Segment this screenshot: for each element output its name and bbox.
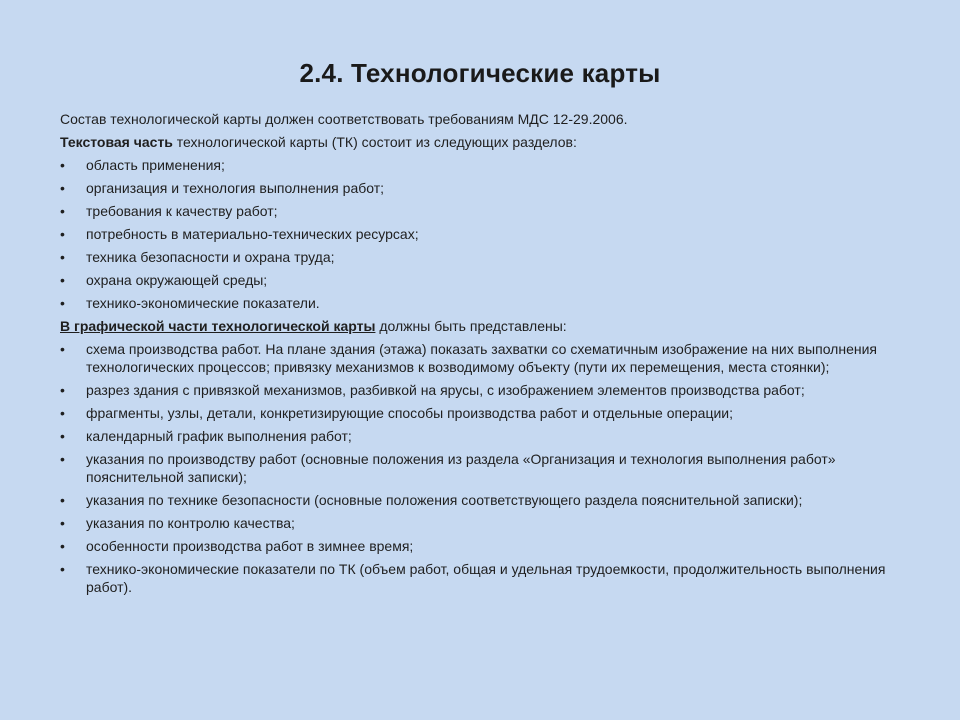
bullet-icon: • [60,157,65,173]
text-part-heading-rest: технологической карты (ТК) состоит из следующих разделов: [172,134,577,150]
list-item-text: организация и технология выполнения работ; [86,180,385,196]
graphic-part-heading-rest: должны быть представлены: [375,318,567,334]
list-item [60,179,920,197]
bullet-icon: • [60,428,65,444]
list-item [60,560,920,596]
bullet-icon: • [60,538,65,554]
list-item [60,156,920,174]
bullet-icon: • [60,405,65,421]
bullet-icon: • [60,515,65,531]
list-item-text: технико-экономические показатели по ТК (объем работ, общая и удельная трудоемкости, продолжительность выполнения работ). [86,561,886,595]
graphic-part-heading [60,317,920,335]
slide-content [60,110,920,601]
list-item [60,271,920,289]
text-part-heading-bold: Текстовая часть [60,134,173,150]
list-item [60,340,920,376]
bullet-icon: • [60,561,65,577]
bullet-icon: • [60,451,65,467]
bullet-icon: • [60,249,65,265]
list-item-text: область применения; [86,157,225,173]
graphic-part-heading-bold: В графической части технологической карты [60,318,376,334]
bullet-icon: • [60,341,65,357]
bullet-icon: • [60,295,65,311]
text-part-heading [60,133,920,151]
bullet-icon: • [60,180,65,196]
list-item-text: техника безопасности и охрана труда; [86,249,335,265]
list-item [60,427,920,445]
text-part-list [60,156,920,312]
bullet-icon: • [60,203,65,219]
list-item-text: календарный график выполнения работ; [86,428,352,444]
list-item-text: указания по контролю качества; [86,515,295,531]
list-item-text: требования к качеству работ; [86,203,278,219]
bullet-icon: • [60,382,65,398]
list-item [60,404,920,422]
list-item [60,202,920,220]
intro-paragraph: Состав технологической карты должен соответствовать требованиям МДС 12-29.2006. [60,111,628,127]
list-item [60,537,920,555]
list-item [60,514,920,532]
bullet-icon: • [60,272,65,288]
list-item [60,381,920,399]
list-item-text: потребность в материально-технических ресурсах; [86,226,419,242]
list-item-text: разрез здания с привязкой механизмов, разбивкой на ярусы, с изображением элементов производства работ; [86,382,805,398]
list-item [60,225,920,243]
list-item [60,248,920,266]
list-item-text: указания по технике безопасности (основные положения соответствующего раздела пояснительной записки); [86,492,803,508]
graphic-part-list [60,340,920,596]
list-item-text: особенности производства работ в зимнее время; [86,538,414,554]
list-item-text: охрана окружающей среды; [86,272,268,288]
list-item [60,294,920,312]
bullet-icon: • [60,492,65,508]
list-item-text: указания по производству работ (основные положения из раздела «Организация и технология выполнения работ» пояснительной записки); [86,451,836,485]
list-item-text: фрагменты, узлы, детали, конкретизирующие способы производства работ и отдельные операции; [86,405,733,421]
bullet-icon: • [60,226,65,242]
list-item-text: схема производства работ. На плане здания (этажа) показать захватки со схематичным изображение на них выполнения технологических процессов; привязку механизмов к возводимому объекту (пути их перемещения, места стоянки); [86,341,877,375]
list-item [60,450,920,486]
slide-title: 2.4. Технологические карты [299,58,661,88]
list-item-text: технико-экономические показатели. [86,295,320,311]
list-item [60,491,920,509]
